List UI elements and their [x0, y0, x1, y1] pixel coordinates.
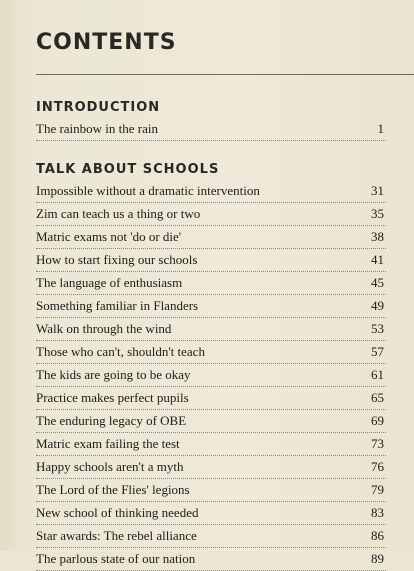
entry-page: 45 [371, 275, 384, 290]
toc-entry [36, 364, 386, 387]
entry-title: Those who can't, shouldn't teach [36, 344, 205, 359]
entry-page: 38 [371, 229, 384, 244]
entry-title: The Lord of the Flies' legions [36, 482, 190, 497]
toc-entry [36, 180, 386, 203]
toc-entry [36, 203, 386, 226]
entry-page: 73 [371, 436, 384, 451]
entry-page: 86 [371, 528, 384, 543]
entry-title: Practice makes perfect pupils [36, 390, 189, 405]
entry-title: How to start fixing our schools [36, 252, 198, 267]
entry-title: Impossible without a dramatic intervention [36, 183, 260, 198]
entry-page: 76 [371, 459, 384, 474]
entry-title: Matric exams not 'do or die' [36, 229, 182, 244]
entry-title: The language of enthusiasm [36, 275, 183, 290]
toc-entry [36, 272, 386, 295]
entry-page: 35 [371, 206, 384, 221]
entry-title: Star awards: The rebel alliance [36, 528, 197, 543]
entry-page: 65 [371, 390, 384, 405]
introduction-entries [36, 118, 386, 141]
toc-entry [36, 387, 386, 410]
entry-title: Walk on through the wind [36, 321, 172, 336]
schools-entries [36, 180, 386, 571]
entry-title: The enduring legacy of OBE [36, 413, 187, 428]
section-heading-schools: TALK ABOUT SCHOOLS [36, 162, 220, 177]
toc-entry [36, 118, 386, 141]
entry-page: 41 [371, 252, 384, 267]
toc-entry [36, 479, 386, 502]
entry-page: 79 [371, 482, 384, 497]
toc-entry [36, 295, 386, 318]
toc-entry [36, 249, 386, 272]
entry-title: The rainbow in the rain [36, 121, 159, 136]
toc-entry [36, 410, 386, 433]
toc-entry [36, 456, 386, 479]
entry-page: 1 [377, 121, 384, 136]
section-heading-introduction: INTRODUCTION [36, 100, 161, 115]
entry-page: 61 [371, 367, 384, 382]
entry-page: 69 [371, 413, 384, 428]
toc-entry [36, 502, 386, 525]
entry-page: 89 [371, 551, 384, 566]
entry-title: Happy schools aren't a myth [36, 459, 184, 474]
entry-page: 83 [371, 505, 384, 520]
entry-title: New school of thinking needed [36, 505, 199, 520]
entry-title: Matric exam failing the test [36, 436, 180, 451]
entry-page: 49 [371, 298, 384, 313]
entry-title: The parlous state of our nation [36, 551, 196, 566]
entry-title: Something familiar in Flanders [36, 298, 199, 313]
toc-entry [36, 318, 386, 341]
title-rule [36, 74, 414, 75]
toc-entry [36, 525, 386, 548]
toc-entry [36, 433, 386, 456]
entry-title: The kids are going to be okay [36, 367, 191, 382]
toc-entry [36, 548, 386, 571]
toc-entry [36, 341, 386, 364]
entry-page: 57 [371, 344, 384, 359]
page-title: CONTENTS [36, 30, 177, 55]
entry-page: 53 [371, 321, 384, 336]
entry-page: 31 [371, 183, 384, 198]
toc-entry [36, 226, 386, 249]
entry-title: Zim can teach us a thing or two [36, 206, 201, 221]
